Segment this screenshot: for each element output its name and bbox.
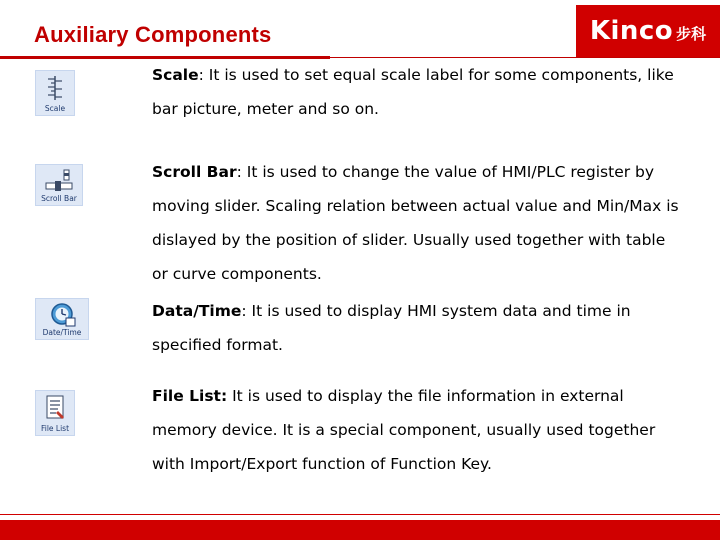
scroll-bar-icon xyxy=(35,164,83,206)
scroll-bar-term: Scroll Bar xyxy=(152,163,237,181)
date-time-description xyxy=(152,294,682,362)
file-list-icon-caption: File List xyxy=(40,424,70,433)
scale-icon xyxy=(35,70,75,116)
date-time-term: Data/Time xyxy=(152,302,242,320)
date-time-desc: : It is used to display HMI system data and time in specified format. xyxy=(152,302,631,354)
scroll-bar-desc: : It is used to change the value of HMI/PLC register by moving slider. Scaling relation between actual value and Min/Max is dislayed by the position of slider. Usually used together with table or curve components. xyxy=(152,163,679,283)
file-list-term: File List: xyxy=(152,387,228,405)
footer-rule xyxy=(0,514,720,515)
logo-cn: 步科 xyxy=(676,24,707,43)
scale-description xyxy=(152,58,682,126)
file-list-desc: It is used to display the file information in external memory device. It is a special component, usually used together with Import/Export function of Function Key. xyxy=(152,387,656,473)
date-time-icon xyxy=(35,298,89,340)
footer-bar xyxy=(0,520,720,540)
scale-term: Scale xyxy=(152,66,199,84)
logo-word: Kinco xyxy=(589,16,674,46)
scale-icon-caption: Scale xyxy=(44,104,66,113)
slide-title: Auxiliary Components xyxy=(34,22,272,47)
kinco-logo xyxy=(576,5,720,57)
scroll-bar-icon-caption: Scroll Bar xyxy=(41,194,77,203)
file-list-icon xyxy=(35,390,75,436)
file-list-description xyxy=(152,379,682,481)
date-time-icon-caption: Date/Time xyxy=(42,328,82,337)
scale-desc: : It is used to set equal scale label for some components, like bar picture, meter and so on. xyxy=(152,66,674,118)
scroll-bar-description xyxy=(152,155,682,291)
